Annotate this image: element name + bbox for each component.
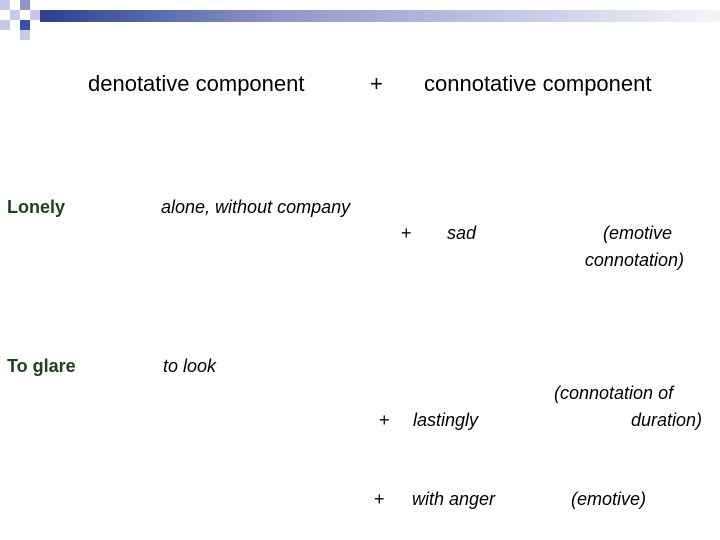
title-decoration (0, 0, 720, 50)
decoration-square (20, 0, 30, 10)
denotative-heading: denotative component (88, 71, 305, 96)
decoration-square (0, 20, 10, 30)
glare-plus-1: + (379, 410, 390, 430)
glare-emotive-note: (emotive) (571, 489, 647, 509)
lonely-meaning: alone, without company (161, 197, 351, 217)
glare-meaning: to look (163, 356, 217, 376)
glare-connotation-lastingly: lastingly (413, 410, 479, 430)
glare-duration-note (554, 380, 702, 434)
connotative-heading: connotative component (424, 71, 652, 96)
decoration-square (20, 30, 30, 40)
word-to-glare: To glare (7, 356, 76, 376)
decoration-square (30, 10, 40, 20)
glare-connotation-anger: with anger (412, 489, 496, 509)
glare-note1-line1: (connotation of (554, 383, 674, 403)
decoration-bar (40, 10, 720, 22)
glare-note1-line2: duration) (630, 410, 702, 430)
decoration-square (0, 10, 10, 20)
lonely-note-line2: connotation) (584, 250, 684, 270)
decoration-square (0, 0, 10, 10)
word-lonely: Lonely (7, 197, 66, 217)
decoration-square (10, 30, 20, 40)
decoration-square (20, 20, 30, 30)
decoration-square (10, 0, 20, 10)
decoration-square (10, 10, 20, 20)
glare-plus-2: + (374, 489, 385, 509)
lonely-note-line1: (emotive (602, 223, 672, 243)
lonely-note (572, 220, 684, 274)
header-plus: + (370, 71, 383, 96)
lonely-plus: + (401, 223, 412, 243)
lonely-connotation: sad (447, 223, 477, 243)
